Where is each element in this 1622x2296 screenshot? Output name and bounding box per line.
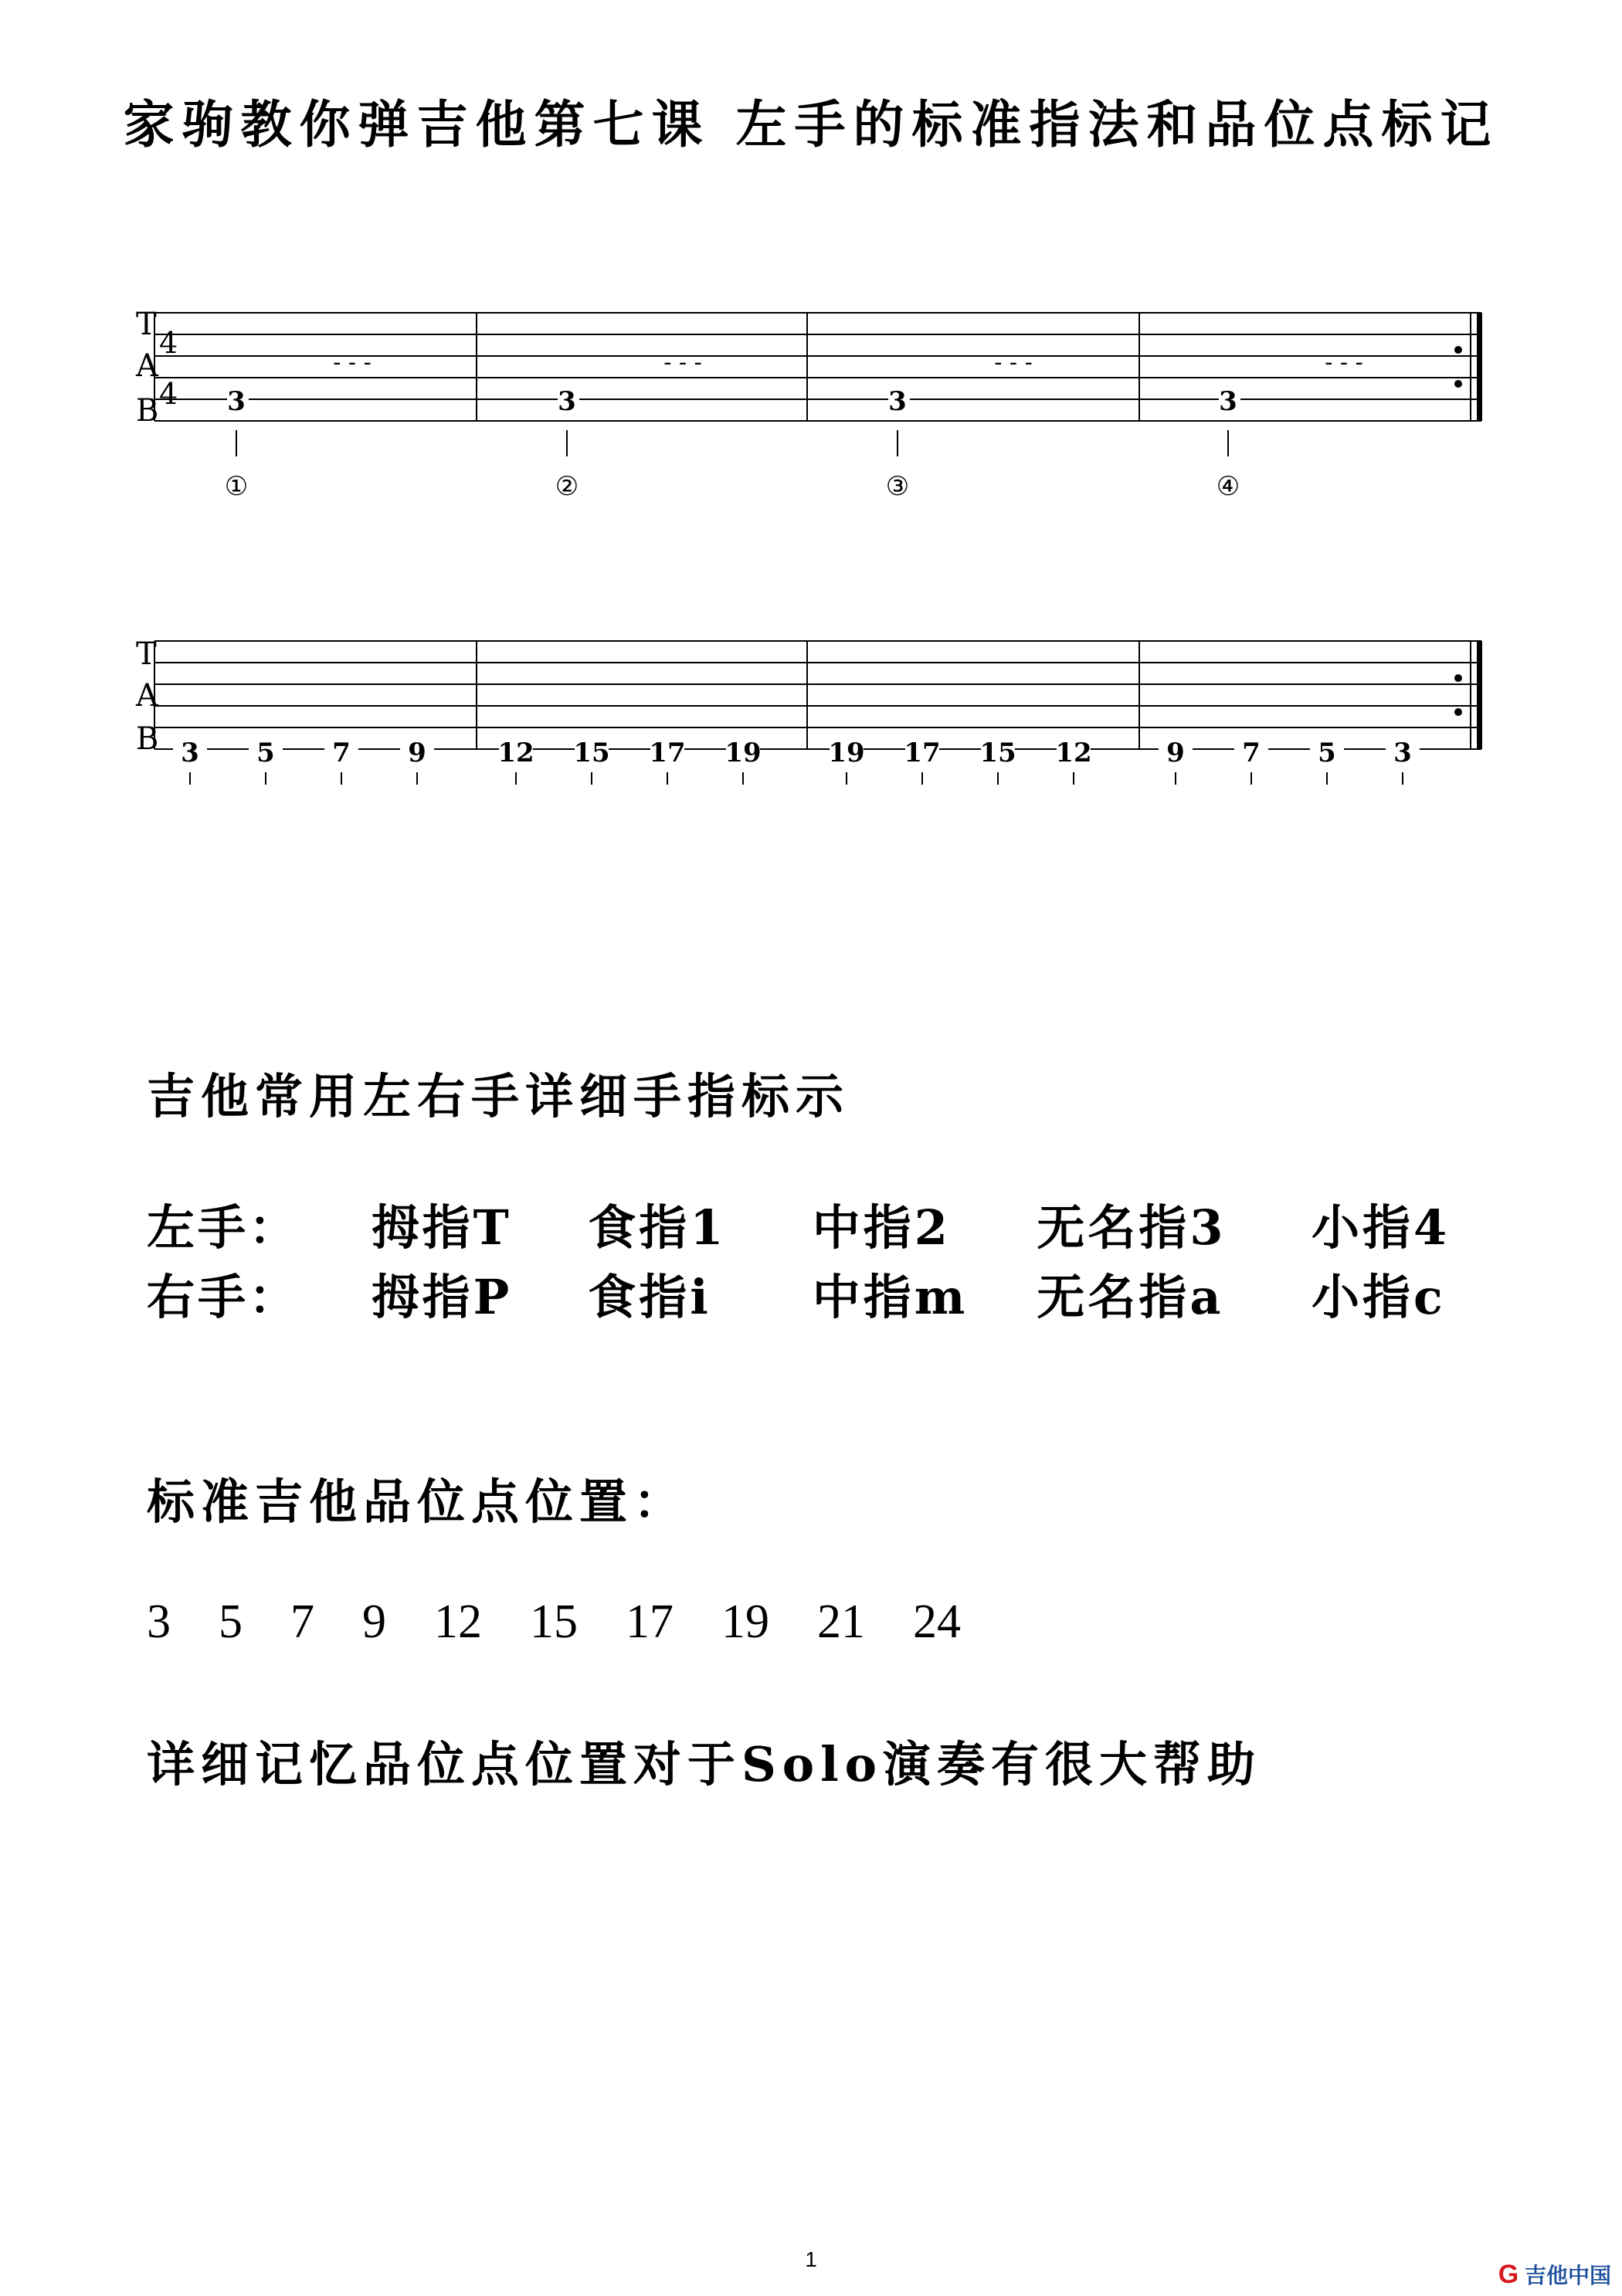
tab-note: 19: [828, 738, 865, 768]
watermark-text: 吉他中国: [1524, 2264, 1611, 2288]
finger-number: ②: [555, 471, 579, 502]
tab-note: 3: [558, 386, 576, 417]
tab-note: 5: [256, 738, 275, 768]
tab-rest: - - -: [333, 349, 372, 376]
fret-marker: 15: [530, 1596, 578, 1648]
tab-rest: - - -: [1325, 349, 1363, 376]
fret-marker: 3: [147, 1596, 171, 1648]
final-bar-thick: [1477, 313, 1482, 421]
repeat-dot: [1454, 708, 1462, 716]
tab-clef-letter: T: [136, 636, 157, 672]
time-sig-bottom: 4: [159, 377, 178, 411]
left-finger-item: 小指4: [1311, 1199, 1451, 1256]
tab-note: 3: [181, 738, 199, 768]
repeat-dot: [1454, 380, 1462, 388]
finger-number: ③: [885, 471, 910, 502]
fret-marker: 21: [817, 1596, 865, 1648]
finger-number: ①: [224, 471, 249, 502]
repeat-dot: [1454, 674, 1462, 682]
repeat-dot: [1454, 346, 1462, 354]
fret-marker: 17: [626, 1596, 674, 1648]
fret-marker: 24: [913, 1596, 961, 1648]
tab-note: 3: [227, 386, 246, 417]
tab-note: 17: [649, 738, 686, 768]
tab-clef-letter: T: [136, 307, 157, 342]
left-finger-item: 食指1: [588, 1199, 727, 1256]
watermark: [1498, 2259, 1611, 2290]
solo-note: 详细记忆品位点位置对于Solo演奏有很大帮助: [147, 1736, 1262, 1792]
tab-staff-1: [0, 305, 1622, 521]
watermark-logo-icon: G: [1498, 2260, 1519, 2289]
right-hand-fingering: [147, 1259, 1446, 1328]
tab-note: 19: [724, 738, 762, 768]
tab-clef-letter: B: [136, 721, 159, 757]
tab-note: 5: [1318, 738, 1336, 768]
left-finger-item: 中指2: [812, 1199, 951, 1256]
tab-note: 9: [408, 738, 426, 768]
left-hand-label: 左手：: [147, 1199, 300, 1256]
tab-clef-letter: A: [136, 678, 158, 714]
right-finger-item: 中指m: [812, 1269, 969, 1325]
right-finger-item: 食指i: [588, 1269, 711, 1325]
tab-note: 12: [1055, 738, 1092, 768]
right-hand-label: 右手：: [147, 1269, 300, 1325]
final-bar-thick: [1477, 641, 1482, 749]
finger-number: ④: [1216, 471, 1240, 502]
right-finger-item: 无名指a: [1037, 1269, 1224, 1325]
tab-note: 3: [1219, 386, 1237, 417]
right-finger-item: 小指c: [1311, 1269, 1446, 1325]
left-finger-item: 拇指T: [371, 1199, 512, 1256]
page-number: 1: [805, 2247, 817, 2271]
page-title: 家驹教你弹吉他第七课 左手的标准指法和品位点标记: [123, 94, 1499, 154]
fret-marker: 7: [290, 1596, 314, 1648]
tab-note: 7: [1242, 738, 1261, 768]
tab-note: 3: [1393, 738, 1412, 768]
tab-rest: - - -: [994, 349, 1033, 376]
left-finger-item: 无名指3: [1037, 1199, 1227, 1256]
fret-marker: 9: [362, 1596, 386, 1648]
fret-marker-list: [147, 1595, 1009, 1650]
tab-note: 12: [497, 738, 534, 768]
tab-note: 17: [904, 738, 941, 768]
tab-note: 7: [332, 738, 351, 768]
tab-note: 3: [888, 386, 907, 417]
tab-staff-2: [0, 632, 1622, 802]
fingering-heading: 吉他常用左右手详细手指标示: [147, 1068, 850, 1124]
tab-note: 9: [1166, 738, 1185, 768]
fret-marker: 19: [721, 1596, 769, 1648]
fret-markers-heading: 标准吉他品位点位置：: [147, 1474, 688, 1530]
tab-rest: - - -: [663, 349, 702, 376]
tab-clef-letter: A: [136, 348, 158, 384]
tab-note: 15: [573, 738, 610, 768]
fret-marker: 12: [434, 1596, 482, 1648]
tab-note: 15: [979, 738, 1016, 768]
left-hand-fingering: [147, 1189, 1450, 1258]
time-sig-top: 4: [159, 326, 178, 360]
right-finger-item: 拇指P: [371, 1269, 513, 1325]
fret-marker: 5: [219, 1596, 243, 1648]
tab-clef-letter: B: [136, 393, 159, 429]
